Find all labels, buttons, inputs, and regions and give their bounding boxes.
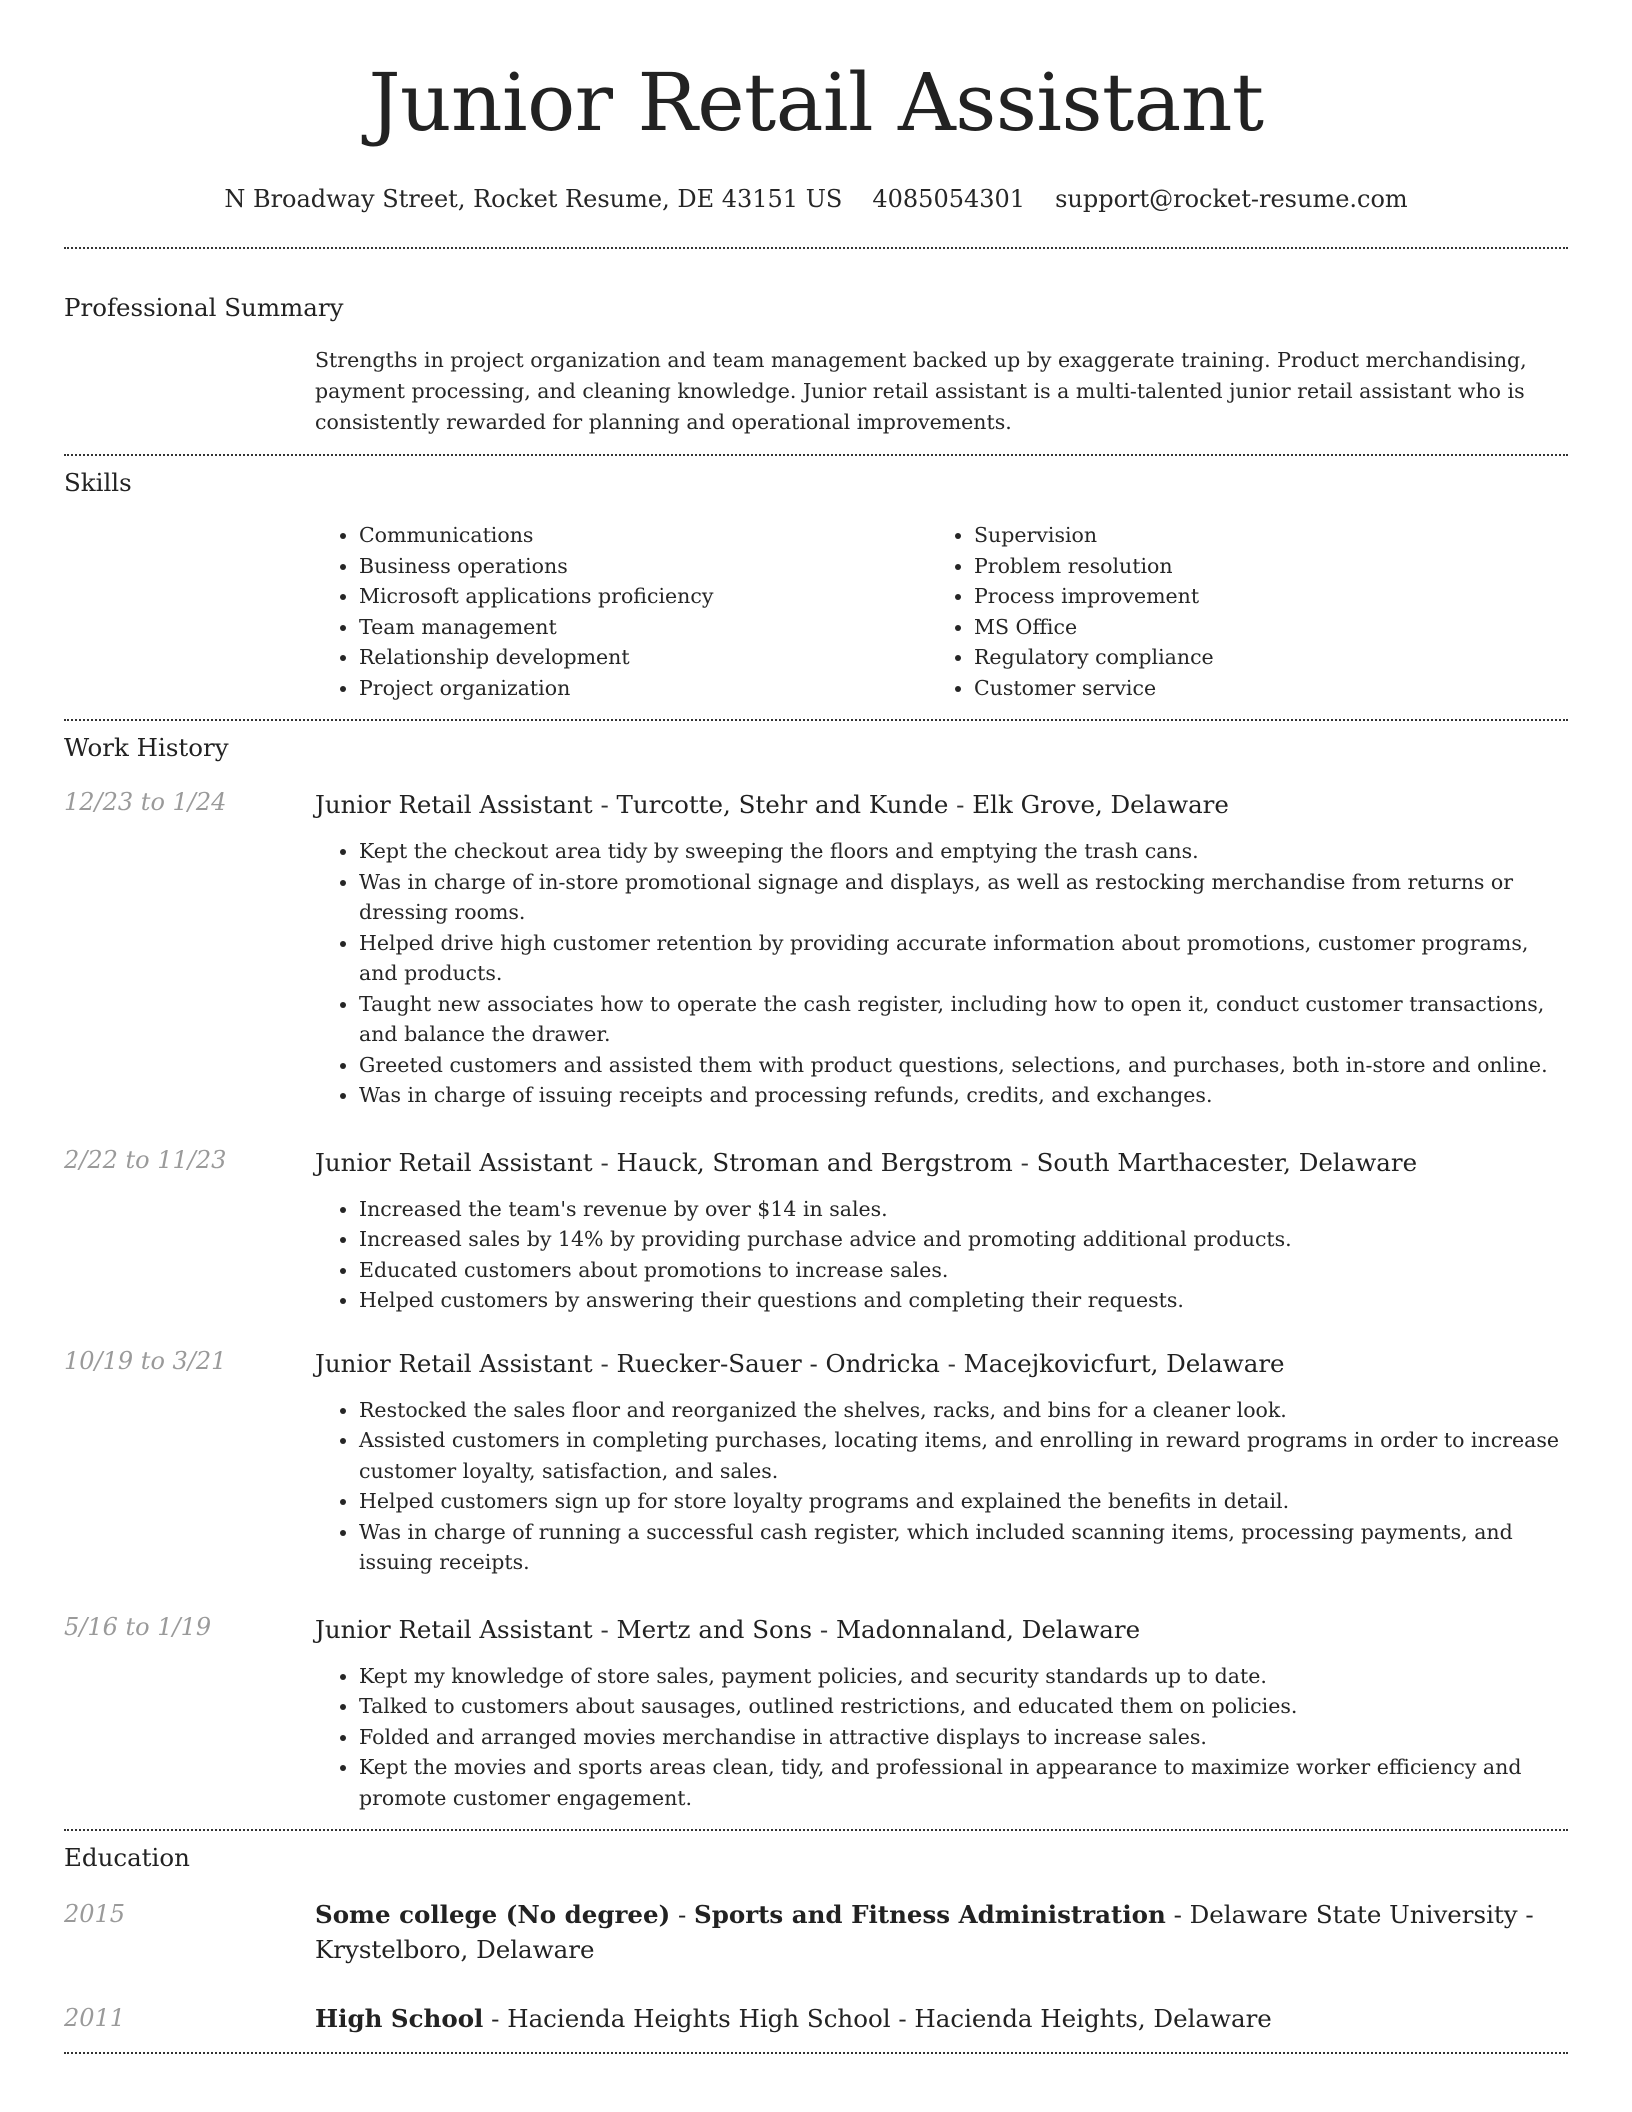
resume-name: Junior Retail Assistant bbox=[368, 56, 1264, 149]
job-dates: 5/16 to 1/19 bbox=[64, 1612, 212, 1641]
contact-phone: 4085054301 bbox=[872, 185, 1026, 213]
job-bullet: • Helped customers sign up for store loyalty programs and explained the benefits in detail. bbox=[359, 1486, 1568, 1517]
job-bullets bbox=[315, 1194, 1568, 1316]
job-bullet: • Greeted customers and assisted them with product questions, selections, and purchases, both in-store and online. bbox=[359, 1050, 1568, 1081]
education-body: High School - Hacienda Heights High School - Hacienda Heights, Delaware bbox=[315, 2004, 1272, 2033]
skill-item: • Business operations bbox=[359, 551, 930, 582]
job-bullet: • Kept my knowledge of store sales, payment policies, and security standards up to date. bbox=[359, 1661, 1568, 1692]
job-company: Mertz and Sons bbox=[616, 1614, 813, 1644]
section-divider bbox=[64, 247, 1568, 249]
job-bullet: • Kept the movies and sports areas clean, tidy, and professional in appearance to maximize worker efficiency and promote customer engagement. bbox=[359, 1752, 1568, 1813]
job-bullet: • Folded and arranged movies merchandise in attractive displays to increase sales. bbox=[359, 1722, 1568, 1753]
job-bullet: • Increased sales by 14% by providing purchase advice and promoting additional products. bbox=[359, 1224, 1568, 1255]
skill-item: • Regulatory compliance bbox=[974, 642, 1504, 673]
education-degree: High School bbox=[315, 2004, 484, 2033]
job-bullet: • Kept the checkout area tidy by sweeping the floors and emptying the trash cans. bbox=[359, 836, 1568, 867]
job-dates: 12/23 to 1/24 bbox=[64, 788, 227, 816]
job-entry bbox=[64, 1612, 1568, 1814]
education-body: Some college (No degree) - Sports and Fitness Administration - Delaware State University - Krystelboro, Delaware bbox=[315, 1900, 1534, 1964]
job-location: Macejkovicfurt, Delaware bbox=[963, 1348, 1285, 1378]
job-dates: 2/22 to 11/23 bbox=[64, 1145, 227, 1174]
job-bullet: • Restocked the sales floor and reorganized the shelves, racks, and bins for a cleaner look. bbox=[359, 1395, 1568, 1426]
education-school: Delaware State University bbox=[1189, 1900, 1518, 1929]
job-company: Ruecker-Sauer - Ondricka bbox=[616, 1348, 940, 1378]
section-divider bbox=[64, 1829, 1568, 1831]
job-bullet: • Was in charge of issuing receipts and processing refunds, credits, and exchanges. bbox=[359, 1080, 1568, 1111]
section-title-education: Education bbox=[64, 1843, 190, 1872]
job-location: Elk Grove, Delaware bbox=[972, 790, 1229, 819]
skill-item: • Communications bbox=[359, 520, 930, 551]
job-bullet: • Increased the team's revenue by over $14 in sales. bbox=[359, 1194, 1568, 1225]
section-divider bbox=[64, 2052, 1568, 2054]
job-bullet: • Helped customers by answering their questions and completing their requests. bbox=[359, 1285, 1568, 1316]
job-bullet: • Talked to customers about sausages, outlined restrictions, and educated them on policies. bbox=[359, 1691, 1568, 1722]
contact-line bbox=[64, 184, 1568, 214]
job-role: Junior Retail Assistant bbox=[315, 790, 593, 819]
skills-list-right bbox=[930, 520, 1504, 703]
skill-item: • Process improvement bbox=[974, 581, 1504, 612]
skill-item: • Project organization bbox=[359, 673, 930, 704]
education-year: 2015 bbox=[64, 1900, 126, 1928]
job-role: Junior Retail Assistant bbox=[315, 1348, 593, 1378]
job-entry bbox=[64, 787, 1568, 1111]
job-company: Hauck, Stroman and Bergstrom bbox=[616, 1147, 1013, 1177]
job-dates: 10/19 to 3/21 bbox=[64, 1346, 227, 1375]
job-location: Madonnaland, Delaware bbox=[835, 1614, 1141, 1644]
job-body bbox=[315, 1346, 1568, 1578]
job-entry bbox=[64, 1145, 1568, 1316]
skill-item: • Customer service bbox=[974, 673, 1504, 704]
job-heading: Junior Retail Assistant - Turcotte, Stehr and Kunde - Elk Grove, Delaware bbox=[315, 790, 1229, 819]
section-divider bbox=[64, 719, 1568, 721]
summary-text: Strengths in project organization and team management backed up by exaggerate training. Product merchandising, payment processing, and cleaning knowledge. Junior retail assistant is a multi-talented junior retail assistant who is consistently rewarded for planning and operational improvements. bbox=[315, 348, 1527, 434]
skill-item: • Problem resolution bbox=[974, 551, 1504, 582]
education-location: Hacienda Heights, Delaware bbox=[914, 2004, 1272, 2033]
section-title-summary: Professional Summary bbox=[64, 293, 344, 322]
education-location: Krystelboro, Delaware bbox=[315, 1935, 595, 1964]
section-title-skills: Skills bbox=[64, 468, 132, 497]
job-role: Junior Retail Assistant bbox=[315, 1147, 593, 1177]
job-company: Turcotte, Stehr and Kunde bbox=[616, 790, 949, 819]
job-bullets bbox=[315, 1395, 1568, 1578]
resume-page bbox=[64, 0, 1568, 2054]
job-bullet: • Was in charge of running a successful cash register, which included scanning items, processing payments, and issuing receipts. bbox=[359, 1517, 1568, 1578]
contact-address: N Broadway Street, Rocket Resume, DE 43151 US bbox=[224, 185, 843, 213]
skills-list-left bbox=[315, 520, 930, 703]
education-degree: Some college (No degree) bbox=[315, 1900, 671, 1929]
skill-item: • Supervision bbox=[974, 520, 1504, 551]
job-entry bbox=[64, 1346, 1568, 1578]
job-body bbox=[315, 1612, 1568, 1814]
skill-item: • Relationship development bbox=[359, 642, 930, 673]
job-bullet: • Helped drive high customer retention by providing accurate information about promotions, customer programs, and products. bbox=[359, 928, 1568, 989]
contact-email: support@rocket-resume.com bbox=[1055, 185, 1408, 213]
job-role: Junior Retail Assistant bbox=[315, 1614, 593, 1644]
job-bullets bbox=[315, 836, 1568, 1111]
job-body bbox=[315, 1145, 1568, 1316]
job-bullet: • Educated customers about promotions to increase sales. bbox=[359, 1255, 1568, 1286]
job-location: South Marthacester, Delaware bbox=[1036, 1147, 1418, 1177]
skills-grid bbox=[315, 520, 1568, 703]
education-entry bbox=[64, 2001, 1568, 2036]
job-body bbox=[315, 787, 1568, 1111]
job-bullet: • Taught new associates how to operate the cash register, including how to open it, conduct customer transactions, and balance the drawer. bbox=[359, 989, 1568, 1050]
education-entry bbox=[64, 1897, 1568, 1967]
job-heading: Junior Retail Assistant - Hauck, Stroman and Bergstrom - South Marthacester, Delaware bbox=[315, 1147, 1418, 1177]
skill-item: • Microsoft applications proficiency bbox=[359, 581, 930, 612]
job-heading: Junior Retail Assistant - Ruecker-Sauer - Ondricka - Macejkovicfurt, Delaware bbox=[315, 1348, 1285, 1378]
job-heading: Junior Retail Assistant - Mertz and Sons - Madonnaland, Delaware bbox=[315, 1614, 1141, 1644]
education-school: Hacienda Heights High School bbox=[507, 2004, 891, 2033]
job-bullet: • Assisted customers in completing purchases, locating items, and enrolling in reward programs in order to increase customer loyalty, satisfaction, and sales. bbox=[359, 1425, 1568, 1486]
education-year: 2011 bbox=[64, 2004, 126, 2032]
job-bullets bbox=[315, 1661, 1568, 1814]
skill-item: • MS Office bbox=[974, 612, 1504, 643]
section-title-work: Work History bbox=[64, 733, 229, 762]
education-field: Sports and Fitness Administration bbox=[694, 1900, 1166, 1929]
job-bullet: • Was in charge of in-store promotional signage and displays, as well as restocking merchandise from returns or dressing rooms. bbox=[359, 867, 1568, 928]
section-divider bbox=[64, 454, 1568, 456]
skill-item: • Team management bbox=[359, 612, 930, 643]
